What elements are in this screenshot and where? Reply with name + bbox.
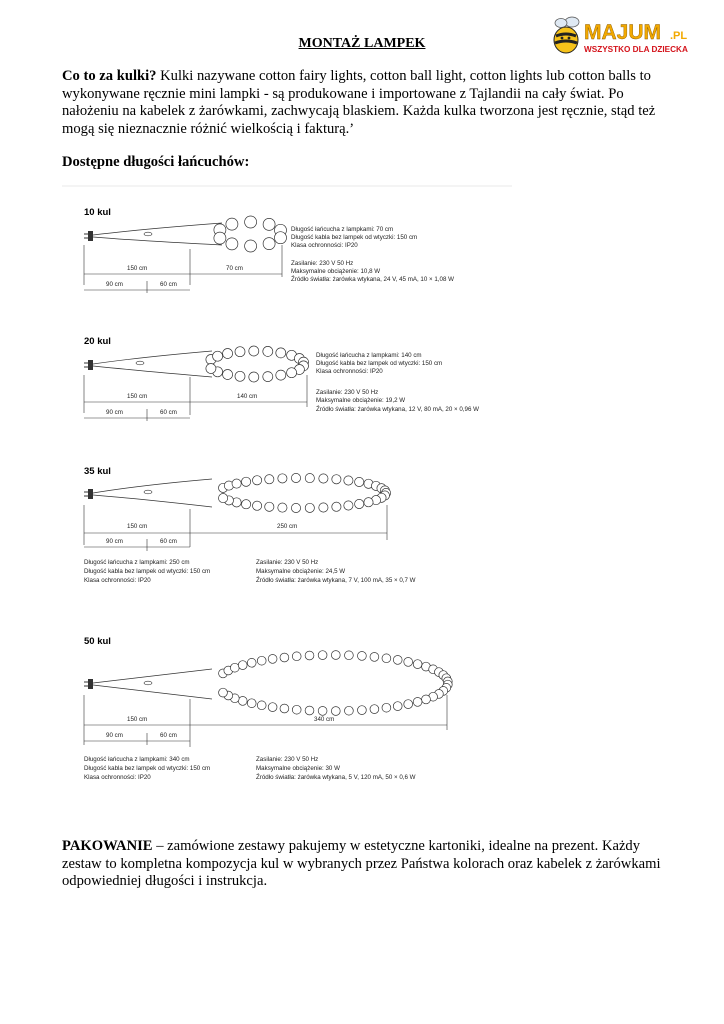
cotton-ball [332,502,341,511]
cotton-ball [213,351,223,361]
cotton-ball [292,652,301,661]
plug-icon [84,679,93,689]
cotton-ball [305,706,314,715]
chain-length-label: 140 cm [237,393,258,400]
plug-icon [84,360,93,370]
cotton-ball [305,503,314,512]
cotton-ball [318,651,327,660]
cotton-ball [413,660,422,669]
spec-load: Maksymalne obciążenie: 24,5 W [256,568,346,575]
spec-class: Klasa ochronności: IP20 [316,368,383,375]
cotton-ball-chain [214,216,287,252]
packing-paragraph [62,838,672,891]
cotton-ball [358,652,367,661]
lengths-heading: Dostępne długości łańcuchów: [62,154,250,170]
cotton-ball [382,654,391,663]
cotton-ball [305,474,314,483]
spec-power: Zasilanie: 230 V 50 Hz [316,389,379,396]
cotton-ball [263,372,273,382]
cable-total-label: 150 cm [127,393,148,400]
cotton-ball [318,707,327,716]
cotton-ball [265,475,274,484]
intro-lead: Co to za kulki? [62,68,157,84]
majum-logo[interactable] [548,12,698,60]
cotton-ball [263,346,273,356]
cotton-ball [344,501,353,510]
cotton-ball [280,653,289,662]
spec-chain: Długość łańcucha z lampkami: 250 cm [84,559,190,566]
spec-load: Maksymalne obciążenie: 19,2 W [316,397,406,404]
spec-class: Klasa ochronności: IP20 [84,577,151,584]
spec-source: Źródło światła: żarówka wtykana, 7 V, 100 mA, 35 × 0,7 W [256,577,416,584]
cotton-ball [235,347,245,357]
spec-cable: Długość kabla bez lampek od wtyczki: 150 cm [291,234,418,241]
spec-chain: Długość łańcucha z lampkami: 140 cm [316,352,422,359]
cotton-ball [355,477,364,486]
cotton-ball [358,706,367,715]
logo-tld: .PL [670,30,688,42]
diagram-20-kul [84,336,479,421]
spec-class: Klasa ochronności: IP20 [291,242,358,249]
cotton-ball [344,476,353,485]
cotton-ball [249,372,259,382]
cotton-ball [404,700,413,709]
cotton-ball [226,218,238,230]
cotton-ball [331,707,340,716]
intro-paragraph [62,68,672,138]
cotton-ball [422,695,431,704]
cotton-ball [226,238,238,250]
spec-class: Klasa ochronności: IP20 [84,774,151,781]
cotton-ball [206,364,216,374]
cotton-ball [278,503,287,512]
cotton-ball [238,697,247,706]
logo-tagline: WSZYSTKO DLA DZIECKA [584,45,688,54]
cotton-ball [253,476,262,485]
cotton-ball [393,656,402,665]
cotton-ball [305,651,314,660]
cotton-ball [276,370,286,380]
cotton-ball [245,240,257,252]
cotton-ball [319,503,328,512]
cotton-ball [292,705,301,714]
cotton-ball [278,474,287,483]
cable-total-label: 150 cm [127,265,148,272]
cotton-ball [370,705,379,714]
cable-total-label: 150 cm [127,716,148,723]
cotton-ball [242,477,251,486]
cotton-ball [364,498,373,507]
cable-b-label: 60 cm [160,409,177,416]
cotton-ball [382,703,391,712]
cotton-ball [245,216,257,228]
cotton-ball [219,688,228,697]
cotton-ball [345,651,354,660]
bee-icon [554,17,579,53]
cotton-ball [370,653,379,662]
cotton-ball [355,499,364,508]
cotton-ball [404,658,413,667]
spec-cable: Długość kabla bez lampek od wtyczki: 150 cm [84,765,211,772]
cotton-ball [253,501,262,510]
cotton-ball [291,503,300,512]
plug-icon [84,489,93,499]
chain-length-label: 250 cm [277,523,298,530]
cotton-ball [393,702,402,711]
cotton-ball-chain [206,346,309,382]
cotton-ball [223,349,233,359]
spec-source: Źródło światła: żarówka wtykana, 12 V, 80 mA, 20 × 0,96 W [316,406,479,413]
chain-diagrams [62,185,512,813]
cotton-ball [413,698,422,707]
cable-a-label: 90 cm [106,538,123,545]
chain-length-label: 70 cm [226,265,243,272]
cotton-ball [235,371,245,381]
variant-title: 35 kul [84,466,111,477]
variant-title: 10 kul [84,207,111,218]
cotton-ball [219,494,228,503]
cable-total-label: 150 cm [127,523,148,530]
logo-brand: MAJUM [584,21,661,44]
variant-title: 50 kul [84,636,111,647]
cotton-ball [331,651,340,660]
diagram-10-kul [84,207,454,293]
plug-icon [84,231,93,241]
cotton-ball [265,502,274,511]
cotton-ball [268,703,277,712]
spec-chain: Długość łańcucha z lampkami: 70 cm [291,226,394,233]
variant-title: 20 kul [84,336,111,347]
cotton-ball [257,656,266,665]
spec-load: Maksymalne obciążenie: 30 W [256,765,340,772]
cotton-ball [242,500,251,509]
cotton-ball [257,701,266,710]
spec-cable: Długość kabla bez lampek od wtyczki: 150 cm [316,360,443,367]
cotton-ball [287,368,297,378]
packing-lead: PAKOWANIE [62,838,153,854]
cotton-ball [214,232,226,244]
spec-source: Źródło światła: żarówka wtykana, 5 V, 120 mA, 50 × 0,6 W [256,774,416,781]
spec-chain: Długość łańcucha z lampkami: 340 cm [84,756,190,763]
cotton-ball [249,346,259,356]
cotton-ball [268,655,277,664]
cable-a-label: 90 cm [106,732,123,739]
cotton-ball [280,704,289,713]
cotton-ball-chain [219,651,453,716]
cotton-ball [263,218,275,230]
page-title: MONTAŻ LAMPEK [298,36,426,51]
spec-power: Zasilanie: 230 V 50 Hz [291,260,354,267]
cable-a-label: 90 cm [106,409,123,416]
cotton-ball [247,699,256,708]
diagram-50-kul [84,636,452,781]
cable-b-label: 60 cm [160,732,177,739]
diagram-35-kul [84,466,416,584]
cotton-ball [230,663,239,672]
spec-power: Zasilanie: 230 V 50 Hz [256,756,319,763]
cotton-ball [291,473,300,482]
cable-b-label: 60 cm [160,281,177,288]
packing-text: – zamówione zestawy pakujemy w estetyczne kartoniki, idealne na prezent. Każdy zestaw to kompletna kompozycja kul w wybranych przez Państwa kolorach oraz kabelek z żarówkami odpowiedniej długości i instrukcja. [62,838,661,889]
cotton-ball [232,479,241,488]
cotton-ball [275,232,287,244]
cable-a-label: 90 cm [106,281,123,288]
cotton-ball [332,475,341,484]
spec-source: Źródło światła: żarówka wtykana, 24 V, 45 mA, 10 × 1,08 W [291,276,454,283]
cotton-ball-chain [219,473,391,512]
chain-length-label: 340 cm [314,716,335,723]
cotton-ball [223,370,233,380]
cotton-ball [238,661,247,670]
cotton-ball [345,706,354,715]
spec-load: Maksymalne obciążenie: 10,8 W [291,268,381,275]
cable-b-label: 60 cm [160,538,177,545]
cotton-ball [319,474,328,483]
cotton-ball [247,658,256,667]
spec-power: Zasilanie: 230 V 50 Hz [256,559,319,566]
intro-text: Kulki nazywane cotton fairy lights, cotton ball light, cotton lights lub cotton balls to wykonywane ręcznie mini lampki - są produkowane i importowane z Tajlandii na cały świat. Po nałożeniu na kabelek z żarówkami, zachwycają blaskiem. Każda kulka tworzona jest ręcznie, stąd też mogą się nieznacznie różnić wielkością i fakturą.’ [62,68,656,137]
cotton-ball [276,348,286,358]
cotton-ball [263,238,275,250]
spec-cable: Długość kabla bez lampek od wtyczki: 150 cm [84,568,211,575]
